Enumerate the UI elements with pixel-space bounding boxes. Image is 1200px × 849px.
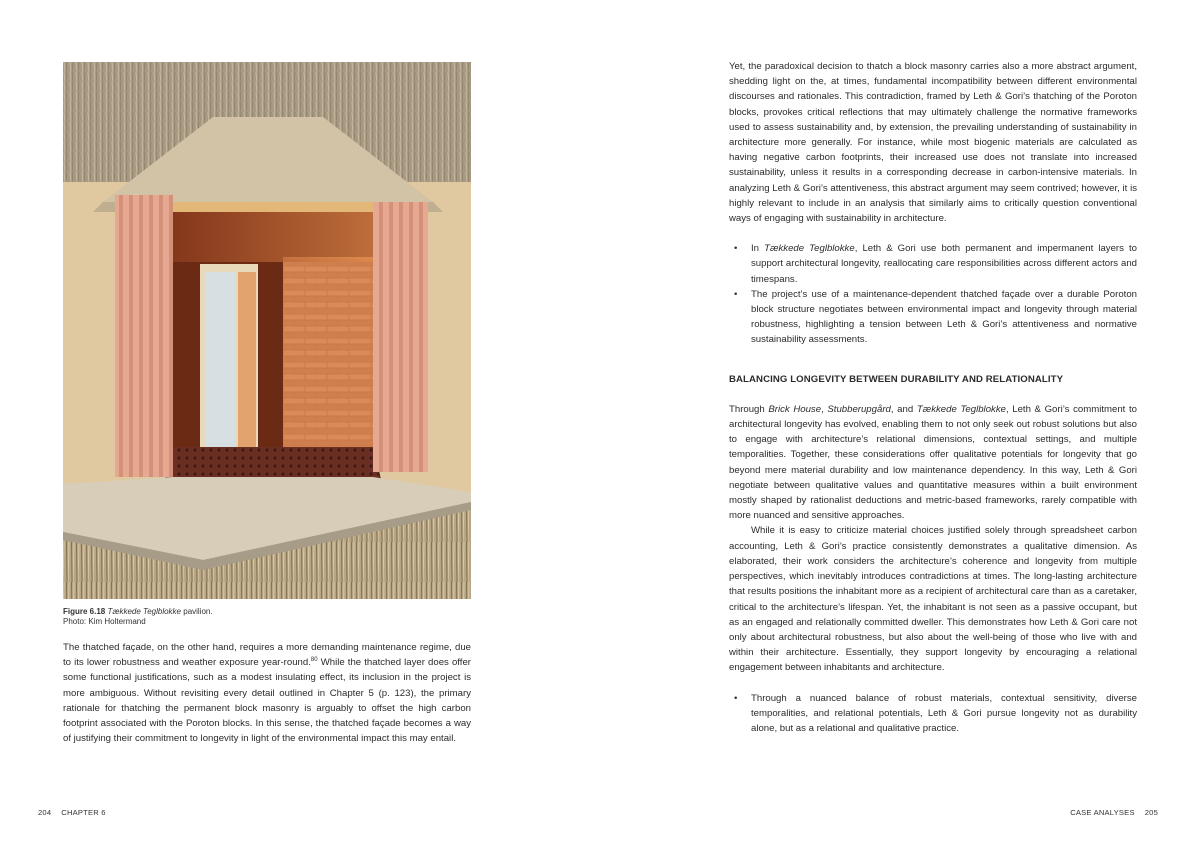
summary-bullets-2 (729, 691, 1137, 737)
project-name: Tækkede Teglblokke (916, 403, 1006, 415)
figure-title: Tækkede Teglblokke (107, 607, 182, 616)
left-paragraph-part: While the thatched layer does offer some functional justifications, such as a modest insulating effect, its inclusion in the project is more ambiguous. Without revisiting every detail outlined in Chapter 5 (p. 123), the primary rationale for thatching the permanent block masonry is arguably to offset the high carbon footprint associated with the Poroton blocks. In this sense, the thatched façade becomes a way of justifying their commitment to longevity in light of the environmental impact this may entail. (63, 657, 471, 745)
figure-label: Figure 6.18 (63, 607, 106, 616)
left-body-text (63, 640, 471, 746)
section-heading: BALANCING LONGEVITY BETWEEN DURABILITY AND RELATIONALITY (729, 373, 1064, 385)
project-name: Tækkede Teglblokke (764, 243, 855, 255)
page-number-right: 205 (1144, 808, 1158, 817)
right-column (729, 59, 1137, 736)
para-part: , Leth & Gori’s commitment to architectural longevity has evolved, enabling them to not only seek out robust solutions but also to engage with architecture’s relational dimensions, contextual settings, and multiple temporalities. Together, these considerations offer qualitative potentials for longevity that go beyond mere material durability and low maintenance dependency. In this way, Leth & Gori negotiate between qualitative values and quantitative measures within a built environment mostly shaped by rationalist deductions and metric-based frameworks, rarely compatible with more nuanced and sensitive approaches. (729, 403, 1137, 522)
project-name: Stubberupgård (827, 403, 891, 415)
para-part: , and (890, 403, 917, 415)
summary-bullets-1 (729, 241, 1137, 347)
chapter-label: CHAPTER 6 (61, 808, 106, 817)
para-part: Through (729, 403, 769, 415)
para-part: , (821, 403, 828, 415)
bullet-item (729, 241, 1137, 287)
figure-caption-line (63, 607, 471, 617)
right-paragraph-2 (729, 402, 1137, 524)
footer-left (38, 808, 106, 817)
figure-credit: Photo: Kim Holtermand (63, 616, 146, 626)
left-paragraph-part: The thatched façade, on the other hand, requires a more demanding maintenance regime, due to its lower robustness and weather exposure year-round. (63, 642, 471, 669)
footer-right (1070, 808, 1158, 817)
right-paragraph-1: Yet, the paradoxical decision to thatch a block masonry carries also a more abstract argument, shedding light on the, at times, fundamental incompatibility between different environmental discourses and rationales. This contradiction, framed by Leth & Gori’s thatching of the Poroton blocks, provokes critical reflections that may ultimately challenge the normative frameworks used to assess sustainability and, by extension, the prevailing understanding of sustainability in architecture more generally. For instance, while most biogenic materials are calculated as having negative carbon footprints, their increased use does not translate into increased sustainability, unless it results in a corresponding decrease in carbon-intensive materials. In analyzing Leth & Gori’s attentiveness, this abstract argument may seem contrived; however, it is highly relevant to include in an analysis that similarly aims to critically question conventional ways of engaging with sustainability in architecture. (729, 61, 1137, 225)
right-paragraph-3: While it is easy to criticize material choices justified solely through spreadsheet carbon accounting, Leth & Gori’s practice consistently demonstrates a qualitative dimension. As elaborated, their work considers the architecture’s coherence and longevity from multiple perspectives, which inevitably introduces contradictions at times. The long-lasting architecture that results positions the inhabitant more as a recipient of architectural care than as a caretaker, critical to the architecture’s lifespan. Yet, the inhabitant is not seen as a passive occupant, but as an engaged and relationally committed dweller. This demonstrates how Leth & Gori care not only about architectural robustness, but also about the well-being of those who live with and within their architecture. Essentially, they support longevity by encouraging a relational engagement between inhabitants and architecture. (729, 525, 1137, 674)
project-name: Brick House (768, 403, 822, 415)
bullet-item: • Through a nuanced balance of robust materials, contextual sensitivity, diverse temporalities, and relational potentials, Leth & Gori pursue longevity not as durability alone, but as a relational and qualitative practice. (729, 691, 1137, 737)
figure-photo (63, 62, 471, 599)
section-label: CASE ANALYSES (1070, 808, 1135, 817)
page-number-left: 204 (38, 808, 52, 817)
left-paragraph (63, 640, 471, 746)
bullet-text: In (751, 243, 765, 255)
bullet-text: , Leth & Gori use both permanent and impermanent layers to support architectural longevity, reallocating care responsibilities across different actors and timespans. (751, 243, 1138, 285)
bullet-item: • The project’s use of a maintenance-dependent thatched façade over a durable Poroton block structure negotiates between environmental impact and longevity through material robustness, highlighting a tension between Leth & Gori’s attentiveness and normative sustainability assessments. (729, 287, 1137, 348)
figure-title-suffix: pavilion. (181, 607, 213, 616)
footnote-ref: 80 (310, 657, 318, 664)
figure-caption (63, 607, 471, 626)
